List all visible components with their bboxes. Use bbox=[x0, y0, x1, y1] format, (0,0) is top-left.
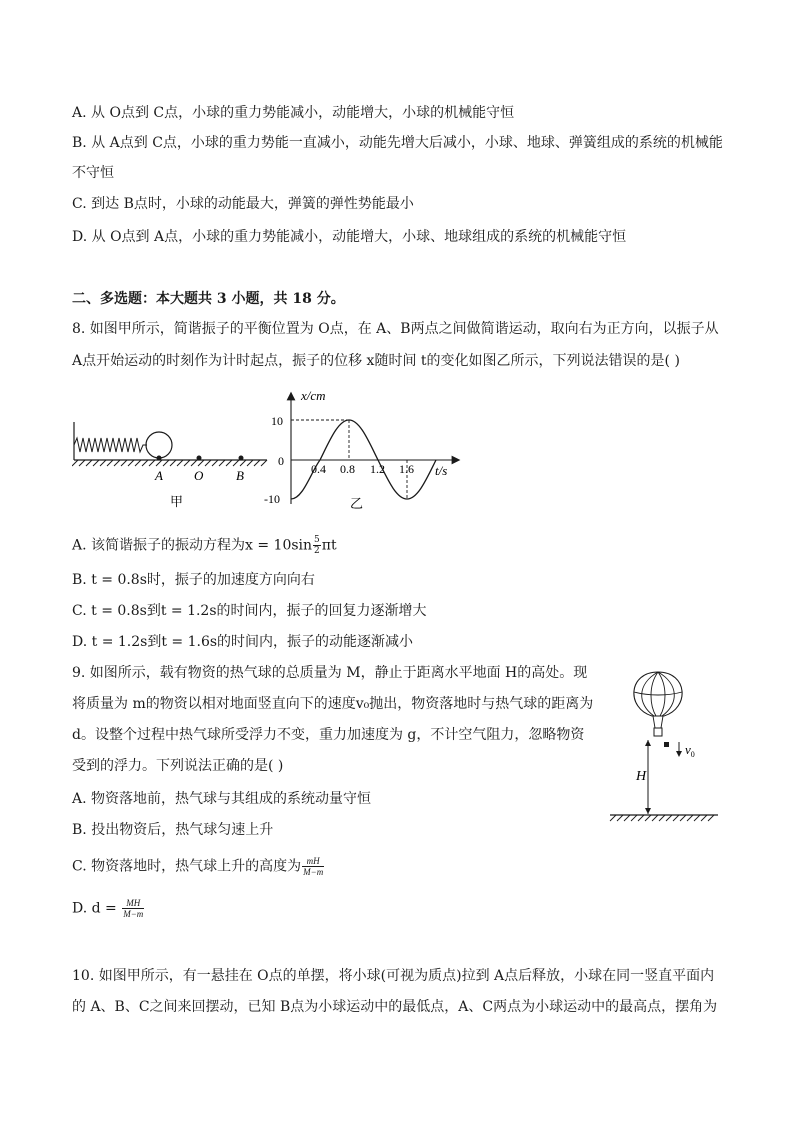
q9-option-c bbox=[72, 856, 325, 877]
q9-option-d bbox=[72, 898, 145, 919]
cargo bbox=[664, 742, 669, 747]
label-v0: $v_0$ bbox=[685, 742, 695, 759]
fraction-denominator: M−m bbox=[123, 909, 144, 919]
y-axis-label: x/cm bbox=[301, 388, 326, 403]
caption-jia: 甲 bbox=[170, 494, 184, 509]
tick-1-2: 1.2 bbox=[370, 462, 385, 476]
fraction-denominator: M−m bbox=[303, 867, 324, 877]
label-o: O bbox=[194, 468, 204, 483]
q8-option-a-fraction bbox=[313, 535, 321, 556]
balloon-basket bbox=[654, 728, 662, 736]
tick-1-6: 1.6 bbox=[399, 462, 414, 476]
q7-option-d: D. 从 O点到 A点，小球的重力势能减小，动能增大，小球、地球组成的系统的机械能守恒 bbox=[72, 229, 627, 245]
q7-option-c: C. 到达 B点时，小球的动能最大，弹簧的弹性势能最小 bbox=[72, 196, 414, 212]
q9-option-c-text: C. 物资落地时，热气球上升的高度为 bbox=[72, 858, 302, 875]
fraction-numerator: mH bbox=[302, 856, 324, 867]
label-h: H bbox=[636, 769, 647, 784]
tick-10: 10 bbox=[271, 414, 283, 428]
q8-option-b: B. t = 0.8s时，振子的加速度方向向右 bbox=[72, 572, 315, 588]
label-a: A bbox=[155, 468, 163, 483]
label-b: B bbox=[236, 468, 244, 483]
q9-option-a: A. 物资落地前，热气球与其组成的系统动量守恒 bbox=[72, 791, 372, 807]
tick-0: 0 bbox=[278, 454, 284, 468]
q10-stem-line2: 的 A、B、C之间来回摆动，已知 B点为小球运动中的最低点，A、C两点为小球运动中的最高点，摆角为 bbox=[72, 999, 718, 1015]
q8-option-a-text: A. 该简谐振子的振动方程为x = 10sin bbox=[72, 537, 313, 554]
q9-stem-line2: 将质量为 m的物资以相对地面竖直向下的速度v₀抛出，物资落地时与热气球的距离为 bbox=[72, 696, 594, 712]
tick-0-4: 0.4 bbox=[311, 462, 326, 476]
tick-0-8: 0.8 bbox=[340, 462, 355, 476]
section-title: 二、多选题：本大题共 3 小题，共 18 分。 bbox=[72, 291, 345, 307]
x-axis-label: t/s bbox=[435, 463, 448, 478]
q7-option-a: A. 从 O点到 C点，小球的重力势能减小，动能增大，小球的机械能守恒 bbox=[72, 105, 515, 121]
q9-stem-line3: d。设整个过程中热气球所受浮力不变，重力加速度为 g，不计空气阻力，忽略物资 bbox=[72, 727, 585, 743]
q7-option-b-line2: 不守恒 bbox=[72, 165, 114, 181]
q9-balloon-figure bbox=[604, 662, 724, 827]
q9-option-c-fraction bbox=[302, 856, 324, 877]
oscillator-ball bbox=[146, 432, 172, 458]
tick-neg10: -10 bbox=[264, 492, 280, 506]
q9-option-b: B. 投出物资后，热气球匀速上升 bbox=[72, 822, 274, 838]
q8-stem-line2: A点开始运动的时刻作为计时起点，振子的位移 x随时间 t的变化如图乙所示，下列说法错误的是( ) bbox=[72, 353, 680, 369]
q8-option-c: C. t = 0.8s到t = 1.2s的时间内，振子的回复力逐渐增大 bbox=[72, 603, 427, 619]
q8-figure-yi bbox=[258, 382, 463, 512]
q8-option-a bbox=[72, 535, 337, 556]
q8-option-d: D. t = 1.2s到t = 1.6s的时间内，振子的动能逐渐减小 bbox=[72, 634, 414, 650]
fraction-denominator: 2 bbox=[314, 546, 320, 556]
q8-stem-line1: 8. 如图甲所示，简谐振子的平衡位置为 O点，在 A、B两点之间做简谐运动，取向右为正方向，以振子从 bbox=[72, 321, 719, 337]
q7-option-b-line1: B. 从 A点到 C点，小球的重力势能一直减小，动能先增大后减小，小球、地球、弹簧组成的系统的机械能 bbox=[72, 135, 723, 151]
q9-stem-line4: 受到的浮力。下列说法正确的是( ) bbox=[72, 758, 284, 774]
q8-option-a-suffix: πt bbox=[321, 537, 337, 554]
q9-stem-line1: 9. 如图所示，载有物资的热气球的总质量为 M，静止于距离水平地面 H的高处。现 bbox=[72, 665, 588, 681]
q10-stem-line1: 10. 如图甲所示，有一悬挂在 O点的单摆，将小球(可视为质点)拉到 A点后释放，小球在同一竖直平面内 bbox=[72, 968, 715, 984]
spring bbox=[74, 438, 147, 452]
q9-option-d-text: D. d = bbox=[72, 900, 122, 917]
fraction-numerator: MH bbox=[122, 898, 144, 909]
q9-option-d-fraction bbox=[122, 898, 144, 919]
q8-figure-jia bbox=[72, 410, 272, 510]
fraction-numerator: 5 bbox=[314, 535, 320, 545]
caption-yi: 乙 bbox=[350, 496, 364, 511]
